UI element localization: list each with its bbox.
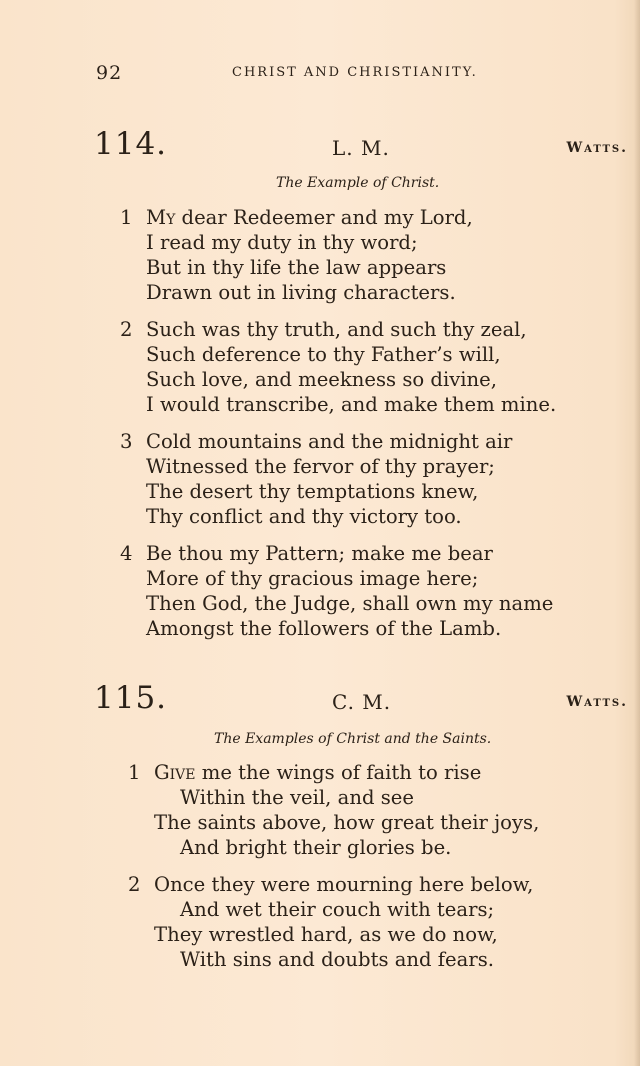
stanza-line bbox=[120, 205, 473, 230]
verse-number: 4 bbox=[120, 542, 133, 565]
hymn-114-stanza-4 bbox=[120, 541, 553, 641]
stanza-line: I would transcribe, and make them mine. bbox=[146, 393, 557, 416]
stanza-line: The saints above, how great their joys, bbox=[154, 811, 540, 834]
stanza-line: The desert thy temptations knew, bbox=[146, 480, 479, 503]
hymn-115-header bbox=[94, 680, 630, 720]
stanza-line bbox=[120, 541, 553, 566]
stanza-line: And bright their glories be. bbox=[180, 836, 452, 859]
verse-number: 1 bbox=[128, 761, 141, 784]
line-text: Such was thy truth, and such thy zeal, bbox=[146, 318, 527, 341]
stanza-line: They wrestled hard, as we do now, bbox=[154, 923, 498, 946]
hymn-number: 115. bbox=[94, 680, 168, 716]
initial-word: Give bbox=[154, 761, 196, 784]
stanza-line bbox=[120, 429, 512, 454]
stanza-line: Drawn out in living characters. bbox=[146, 281, 456, 304]
line-text: me the wings of faith to rise bbox=[195, 761, 482, 784]
hymn-author: Watts. bbox=[566, 140, 628, 156]
hymn-meter: L. M. bbox=[332, 136, 390, 160]
stanza-line: Then God, the Judge, shall own my name bbox=[146, 592, 554, 615]
stanza-line bbox=[128, 872, 533, 897]
verse-number: 1 bbox=[120, 206, 133, 229]
hymn-115-stanza-1 bbox=[128, 760, 539, 860]
verse-number: 3 bbox=[120, 430, 133, 453]
line-text: Cold mountains and the midnight air bbox=[146, 430, 513, 453]
stanza-line: With sins and doubts and fears. bbox=[180, 948, 494, 971]
hymn-115-stanza-2 bbox=[128, 872, 533, 972]
stanza-line bbox=[120, 317, 556, 342]
hymn-114-header bbox=[94, 126, 630, 166]
stanza-line: Such deference to thy Father’s will, bbox=[146, 343, 501, 366]
running-head bbox=[96, 62, 500, 86]
hymn-author: Watts. bbox=[566, 694, 628, 710]
stanza-line: But in thy life the law appears bbox=[146, 256, 447, 279]
stanza-line: And wet their couch with tears; bbox=[180, 898, 495, 921]
stanza-line: Such love, and meekness so divine, bbox=[146, 368, 497, 391]
stanza-line: Witnessed the fervor of thy prayer; bbox=[146, 455, 495, 478]
running-title: CHRIST AND CHRISTIANITY. bbox=[232, 65, 478, 80]
line-text: Once they were mourning here below, bbox=[154, 873, 534, 896]
hymn-number: 114. bbox=[94, 126, 168, 162]
hymn-meter: C. M. bbox=[332, 690, 392, 714]
line-text: Be thou my Pattern; make me bear bbox=[146, 542, 493, 565]
hymn-114-subtitle: The Example of Christ. bbox=[276, 175, 440, 191]
hymn-115-subtitle: The Examples of Christ and the Saints. bbox=[214, 731, 492, 747]
stanza-line bbox=[128, 760, 539, 785]
stanza-line: Thy conflict and thy victory too. bbox=[146, 505, 462, 528]
stanza-line: I read my duty in thy word; bbox=[146, 231, 418, 254]
stanza-line: More of thy gracious image here; bbox=[146, 567, 479, 590]
initial-word: My bbox=[146, 206, 176, 229]
verse-number: 2 bbox=[128, 873, 141, 896]
hymn-114-stanza-2 bbox=[120, 317, 556, 417]
stanza-line: Amongst the followers of the Lamb. bbox=[146, 617, 502, 640]
verse-number: 2 bbox=[120, 318, 133, 341]
hymn-114-stanza-1 bbox=[120, 205, 473, 305]
page-number: 92 bbox=[96, 62, 123, 84]
page-edge-shadow bbox=[634, 0, 640, 1066]
stanza-line: Within the veil, and see bbox=[180, 786, 414, 809]
hymn-114-stanza-3 bbox=[120, 429, 512, 529]
line-text: dear Redeemer and my Lord, bbox=[175, 206, 473, 229]
